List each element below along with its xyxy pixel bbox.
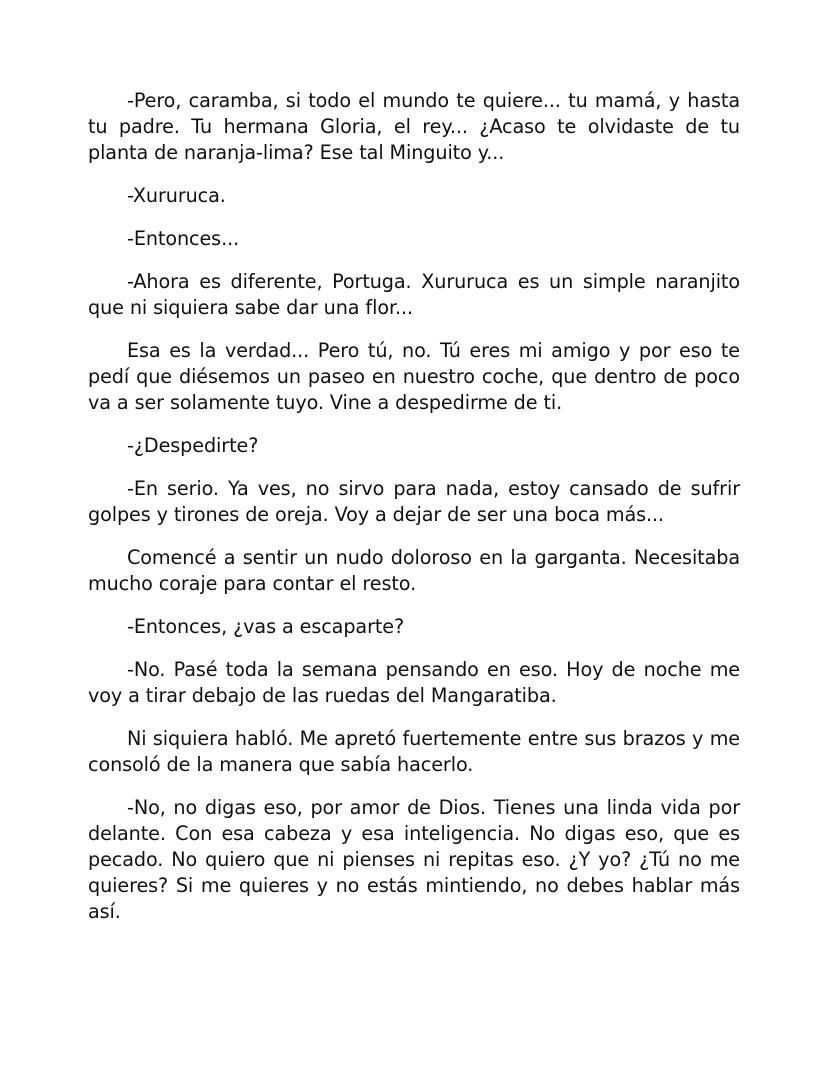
paragraph: -Xururuca. — [127, 184, 226, 207]
paragraph: -Pero, caramba, si todo el mundo te quiere... tu mamá, y hasta tu padre. Tu hermana Gloria, el rey... ¿Acaso te olvidaste de tu planta de naranja-lima? Ese tal Minguito y... — [88, 89, 740, 164]
paragraph: Esa es la verdad... Pero tú, no. Tú eres mi amigo y por eso te pedí que diésemos un paseo en nuestro coche, que dentro de poco va a ser solamente tuyo. Vine a despedirme de ti. — [88, 339, 740, 414]
paragraph: -No, no digas eso, por amor de Dios. Tienes una linda vida por delante. Con esa cabeza y esa inteligencia. No digas eso, que es pecado. No quiero que ni pienses ni repitas eso. ¿Y yo? ¿Tú no me quieres? Si me quieres y no estás mintiendo, no debes hablar más así. — [88, 796, 740, 923]
paragraph: -¿Despedirte? — [127, 434, 259, 457]
paragraph: -No. Pasé toda la semana pensando en eso. Hoy de noche me voy a tirar debajo de las ruedas del Mangaratiba. — [88, 658, 740, 707]
paragraph: Ni siquiera habló. Me apretó fuertemente entre sus brazos y me consoló de la manera que sabía hacerlo. — [88, 727, 740, 776]
paragraph: -Entonces, ¿vas a escaparte? — [127, 615, 405, 638]
paragraph: -Ahora es diferente, Portuga. Xururuca es un simple naranjito que ni siquiera sabe dar una flor... — [88, 270, 740, 319]
paragraph: Comencé a sentir un nudo doloroso en la garganta. Necesitaba mucho coraje para contar el resto. — [88, 546, 740, 595]
paragraph: -Entonces... — [127, 227, 240, 250]
paragraph: -En serio. Ya ves, no sirvo para nada, estoy cansado de sufrir golpes y tirones de oreja. Voy a dejar de ser una boca más... — [88, 477, 740, 526]
document-page — [88, 88, 740, 942]
